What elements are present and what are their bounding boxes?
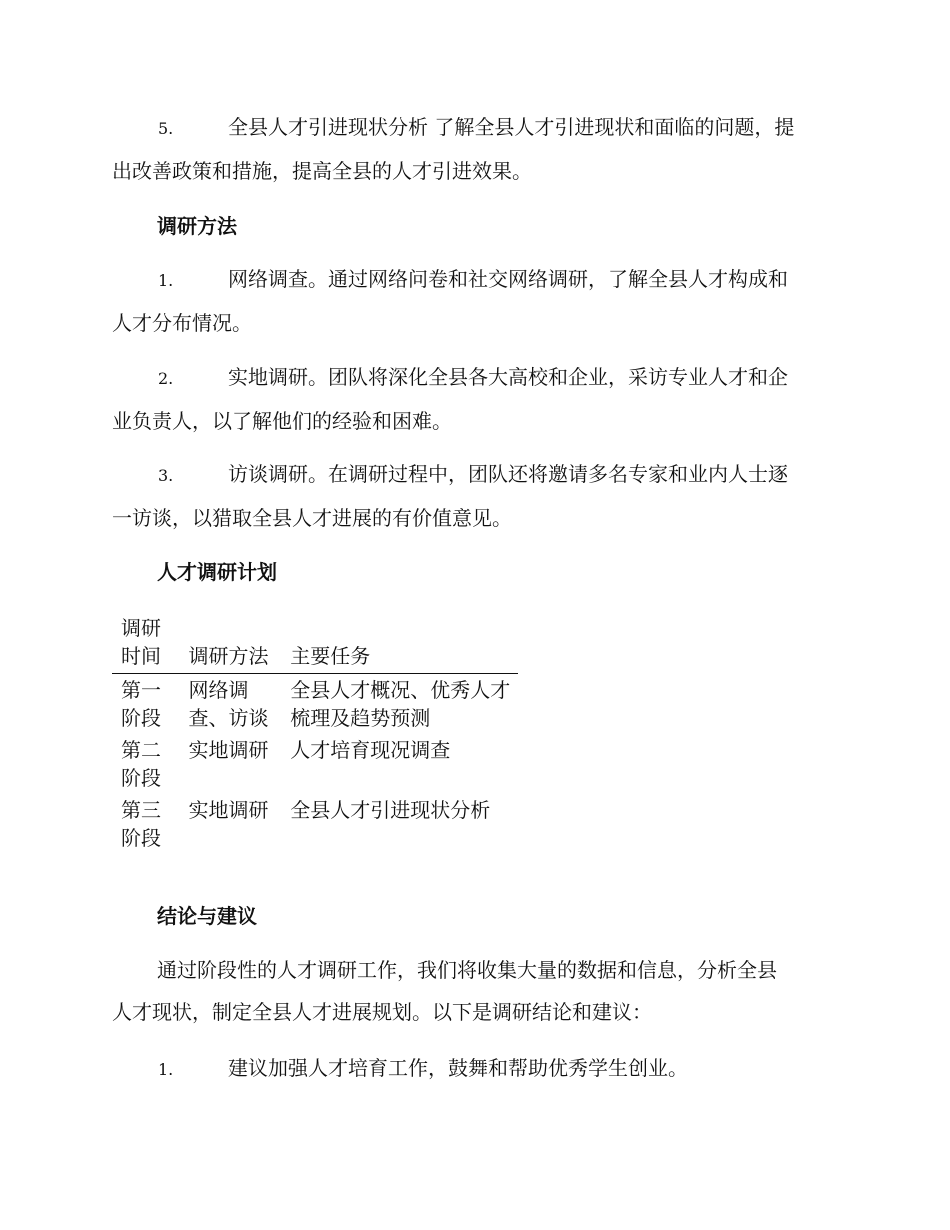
list-number: 5. [158, 119, 174, 138]
list-text-line2: 出改善政策和措施，提高全县的人才引进效果。 [112, 159, 532, 183]
list-number: 1. [158, 271, 174, 290]
list-text-line1: 实地调研。团队将深化全县各大高校和企业，采访专业人才和企 [228, 365, 788, 389]
cell-time: 第三阶段 [121, 798, 161, 850]
method-item-3 [112, 453, 840, 539]
cell-method: 实地调研 [188, 798, 269, 822]
header-time: 调研时间 [112, 612, 179, 674]
conclusion-paragraph [112, 949, 840, 1033]
paragraph-line2: 人才现状，制定全县人才进展规划。以下是调研结论和建议： [112, 1000, 652, 1024]
header-task: 主要任务 [281, 612, 518, 674]
cell-time: 第一阶段 [121, 678, 161, 730]
list-text-line2: 业负责人，以了解他们的经验和困难。 [112, 409, 452, 433]
plan-table [112, 612, 518, 854]
cell-method: 实地调研 [188, 738, 269, 762]
cell-method: 网络调查、访谈 [188, 678, 269, 730]
table-header-row [112, 612, 518, 674]
list-item-5 [112, 106, 840, 192]
list-number: 2. [158, 369, 174, 388]
list-text-line1: 访谈调研。在调研过程中，团队还将邀请多名专家和业内人士逐 [228, 462, 788, 486]
table-row [112, 794, 518, 854]
header-method: 调研方法 [179, 612, 281, 674]
list-number: 1. [158, 1060, 174, 1079]
list-text-line1: 网络调查。通过网络问卷和社交网络调研，了解全县人才构成和 [228, 267, 788, 291]
list-text-line2: 人才分布情况。 [112, 311, 252, 335]
conclusion-item-1 [112, 1047, 840, 1091]
list-text-line2: 一访谈，以猎取全县人才进展的有价值意见。 [112, 506, 512, 530]
method-item-1 [112, 258, 840, 344]
list-number: 3. [158, 466, 174, 485]
table-row [112, 674, 518, 735]
table-row [112, 734, 518, 794]
section-heading-plan: 人才调研计划 [157, 560, 277, 584]
cell-task: 全县人才概况、优秀人才梳理及趋势预测 [290, 678, 511, 730]
cell-task: 人才培育现况调查 [290, 738, 451, 762]
list-text: 建议加强人才培育工作，鼓舞和帮助优秀学生创业。 [228, 1056, 688, 1080]
cell-time: 第二阶段 [121, 738, 161, 790]
section-heading-conclusion: 结论与建议 [157, 904, 257, 928]
section-heading-methods: 调研方法 [157, 214, 237, 238]
cell-task: 全县人才引进现状分析 [290, 798, 491, 822]
list-text-line1: 全县人才引进现状分析 了解全县人才引进现状和面临的问题，提 [228, 115, 795, 139]
method-item-2 [112, 356, 840, 442]
paragraph-line1: 通过阶段性的人才调研工作，我们将收集大量的数据和信息，分析全县 [157, 958, 777, 982]
